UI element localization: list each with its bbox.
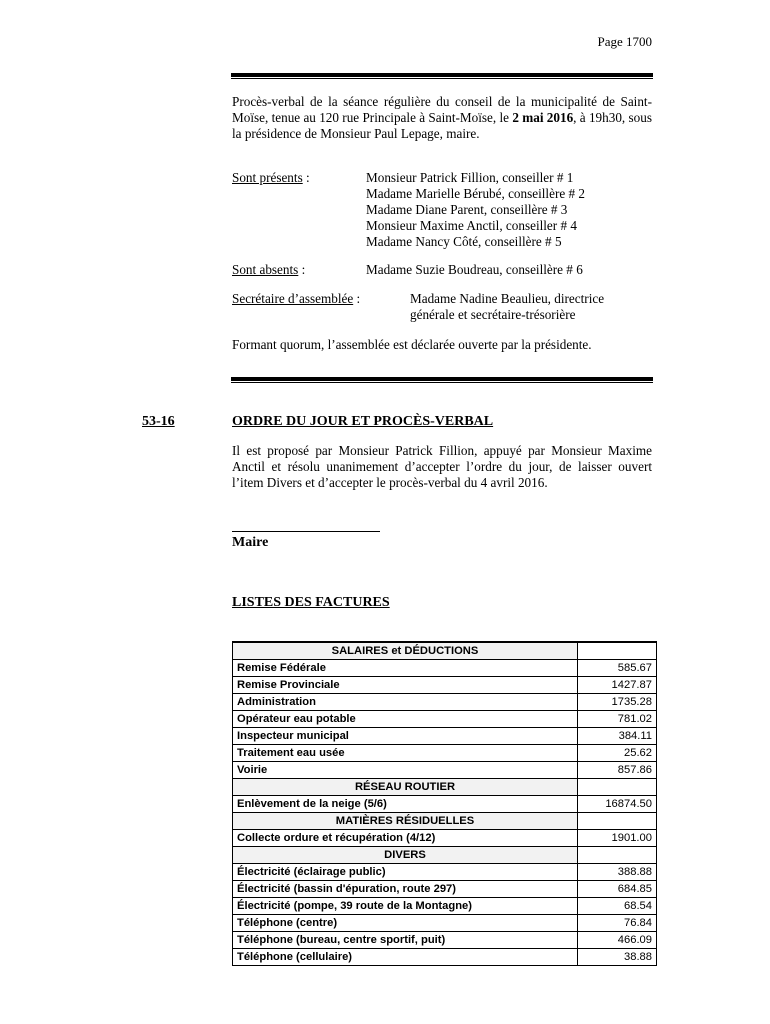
top-rule [231,73,653,79]
resolution-title: ORDRE DU JOUR ET PROCÈS-VERBAL [232,414,494,429]
invoice-row [233,660,657,677]
invoice-amount: 68.54 [578,898,657,915]
invoices-table [232,641,657,966]
section-blank-cell [578,847,657,864]
invoice-label: Téléphone (centre) [233,915,578,932]
invoice-row [233,677,657,694]
invoice-label: Électricité (éclairage public) [233,864,578,881]
present-name: Monsieur Patrick Fillion, conseiller # 1 [366,170,574,185]
invoice-amount: 25.62 [578,745,657,762]
resolution-text: Il est proposé par Monsieur Patrick Fillion, appuyé par Monsieur Maxime Anctil et résolu unanimement d’accepter l’ordre du jour, de laisser ouvert l’item Divers et d’accepter le procès-verbal du 4 avril 2016. [232,443,652,490]
invoice-label: Remise Fédérale [233,660,578,677]
invoice-label: Remise Provinciale [233,677,578,694]
invoice-row [233,881,657,898]
signature-line [232,531,380,532]
page-number: Page 1700 [597,34,652,49]
invoice-label: Électricité (bassin d'épuration, route 297) [233,881,578,898]
invoice-amount: 76.84 [578,915,657,932]
invoice-row [233,796,657,813]
present-label: Sont présents [232,170,303,185]
section-header-row [233,813,657,830]
invoice-amount: 781.02 [578,711,657,728]
section-title: RÉSEAU ROUTIER [233,779,578,796]
invoice-amount: 1427.87 [578,677,657,694]
invoices-title: LISTES DES FACTURES [232,595,390,610]
invoice-row [233,762,657,779]
invoice-row [233,728,657,745]
invoice-amount: 16874.50 [578,796,657,813]
invoice-amount: 1735.28 [578,694,657,711]
signature-label: Maire [232,535,269,550]
invoice-amount: 585.67 [578,660,657,677]
secretary-name: Madame Nadine Beaulieu, directrice générale et secrétaire-trésorière [410,291,605,322]
invoice-row [233,694,657,711]
invoice-label: Collecte ordure et récupération (4/12) [233,830,578,847]
invoice-amount: 857.86 [578,762,657,779]
invoice-label: Traitement eau usée [233,745,578,762]
section-title: SALAIRES et DÉDUCTIONS [233,642,578,660]
invoice-row [233,745,657,762]
invoice-label: Administration [233,694,578,711]
invoice-row [233,830,657,847]
invoice-amount: 38.88 [578,949,657,966]
section-blank-cell [578,813,657,830]
section-title: MATIÈRES RÉSIDUELLES [233,813,578,830]
invoice-amount: 388.88 [578,864,657,881]
section-header-row [233,779,657,796]
invoice-label: Électricité (pompe, 39 route de la Montagne) [233,898,578,915]
absent-name: Madame Suzie Boudreau, conseillère # 6 [366,262,583,277]
invoice-row [233,949,657,966]
invoice-amount: 1901.00 [578,830,657,847]
bottom-rule [231,377,653,383]
present-name: Madame Diane Parent, conseillère # 3 [366,202,568,217]
secretary-label-row: Secrétaire d’assemblée : [232,291,361,306]
invoice-label: Téléphone (bureau, centre sportif, puit) [233,932,578,949]
present-name: Madame Nancy Côté, conseillère # 5 [366,234,562,249]
invoice-label: Voirie [233,762,578,779]
section-blank-cell [578,779,657,796]
secretary-label: Secrétaire d’assemblée [232,291,354,306]
present-list [366,170,585,250]
invoice-row [233,915,657,932]
invoice-row [233,711,657,728]
absent-label-row: Sont absents : [232,262,306,277]
section-header-row [233,642,657,660]
invoice-row [233,932,657,949]
present-name: Monsieur Maxime Anctil, conseiller # 4 [366,218,577,233]
intro-paragraph: Procès-verbal de la séance régulière du conseil de la municipalité de Saint-Moïse, tenue au 120 rue Principale à Saint-Moïse, le 2 mai 2016, à 19h30, sous la présidence de Monsieur Paul Lepage, maire. [232,94,652,141]
invoice-label: Téléphone (cellulaire) [233,949,578,966]
present-name: Madame Marielle Bérubé, conseillère # 2 [366,186,585,201]
invoice-amount: 384.11 [578,728,657,745]
absent-label: Sont absents [232,262,299,277]
invoice-row [233,898,657,915]
present-label-row: Sont présents : [232,170,310,185]
section-blank-cell [578,642,657,660]
resolution-number: 53-16 [142,414,175,429]
invoice-label: Opérateur eau potable [233,711,578,728]
quorum-paragraph: Formant quorum, l’assemblée est déclarée ouverte par la présidente. [232,337,592,352]
invoice-label: Inspecteur municipal [233,728,578,745]
invoice-amount: 466.09 [578,932,657,949]
meeting-date: 2 mai 2016 [512,110,574,125]
invoice-amount: 684.85 [578,881,657,898]
section-header-row [233,847,657,864]
invoice-label: Enlèvement de la neige (5/6) [233,796,578,813]
invoice-row [233,864,657,881]
section-title: DIVERS [233,847,578,864]
